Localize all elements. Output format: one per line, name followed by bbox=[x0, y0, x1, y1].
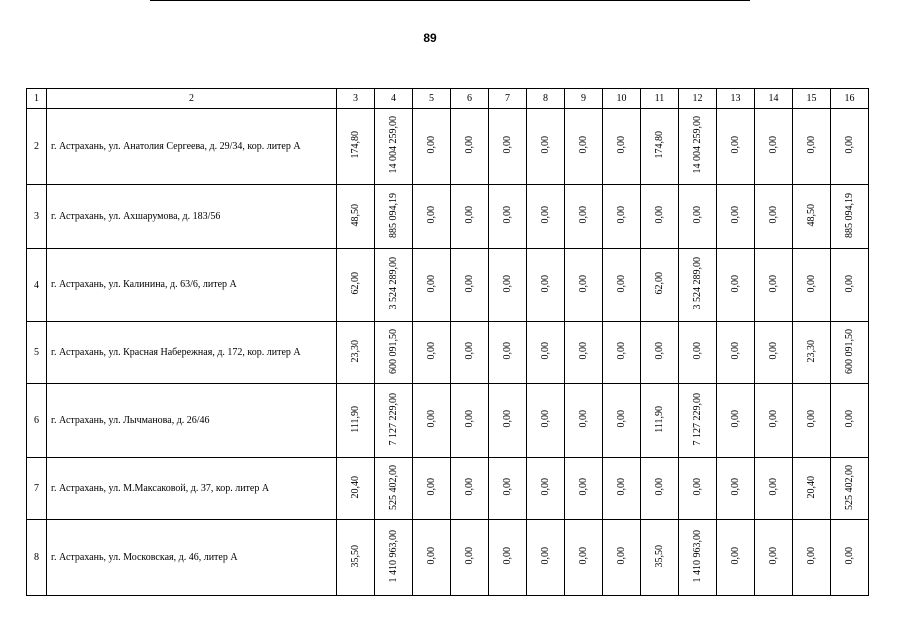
value-text: 0,00 bbox=[463, 547, 475, 565]
value-text: 0,00 bbox=[539, 547, 551, 565]
value-cell-col-13 bbox=[717, 384, 755, 458]
value-cell-col-9 bbox=[565, 520, 603, 596]
value-text: 525 402,00 bbox=[843, 464, 855, 510]
value-text: 0,00 bbox=[653, 478, 665, 496]
value-text: 0,00 bbox=[539, 478, 551, 496]
value-cell-col-10 bbox=[603, 458, 641, 520]
value-cell-col-6 bbox=[451, 185, 489, 249]
row-number: 5 bbox=[27, 322, 47, 384]
value-cell-col-3 bbox=[337, 458, 375, 520]
table-row bbox=[27, 185, 869, 249]
value-text: 0,00 bbox=[691, 206, 703, 224]
value-cell-col-5 bbox=[413, 109, 451, 185]
value-text: 0,00 bbox=[463, 274, 475, 293]
value-cell-col-14 bbox=[755, 520, 793, 596]
value-cell-col-15 bbox=[793, 109, 831, 185]
value-cell-col-7 bbox=[489, 109, 527, 185]
value-cell-col-12 bbox=[679, 322, 717, 384]
column-header-7: 7 bbox=[489, 89, 527, 109]
value-text: 0,00 bbox=[653, 206, 665, 224]
value-text: 0,00 bbox=[501, 206, 513, 224]
table-row bbox=[27, 458, 869, 520]
value-cell-col-11 bbox=[641, 520, 679, 596]
value-text: 0,00 bbox=[463, 342, 475, 360]
value-text: 0,00 bbox=[767, 478, 779, 496]
value-cell-col-16 bbox=[831, 249, 869, 322]
value-cell-col-7 bbox=[489, 249, 527, 322]
value-text: 525 402,00 bbox=[387, 464, 399, 510]
value-text: 0,00 bbox=[615, 547, 627, 565]
value-cell-col-14 bbox=[755, 109, 793, 185]
value-cell-col-14 bbox=[755, 384, 793, 458]
value-cell-col-3 bbox=[337, 384, 375, 458]
value-text: 0,00 bbox=[577, 274, 589, 293]
value-cell-col-5 bbox=[413, 458, 451, 520]
value-text: 0,00 bbox=[425, 274, 437, 293]
value-text: 885 094,19 bbox=[843, 192, 855, 238]
address-cell: г. Астрахань, ул. Московская, д. 46, литер А bbox=[47, 520, 337, 596]
value-text: 0,00 bbox=[539, 274, 551, 293]
value-text: 0,00 bbox=[577, 478, 589, 496]
value-cell-col-6 bbox=[451, 384, 489, 458]
address-cell: г. Астрахань, ул. Анатолия Сергеева, д. 29/34, кор. литер А bbox=[47, 109, 337, 185]
value-cell-col-7 bbox=[489, 185, 527, 249]
value-text: 0,00 bbox=[501, 410, 513, 428]
value-text: 0,00 bbox=[729, 478, 741, 496]
value-cell-col-3 bbox=[337, 249, 375, 322]
value-text: 35,50 bbox=[349, 544, 361, 568]
value-text: 0,00 bbox=[425, 136, 437, 154]
row-number: 3 bbox=[27, 185, 47, 249]
address-cell: г. Астрахань, ул. Ахшарумова, д. 183/56 bbox=[47, 185, 337, 249]
value-cell-col-10 bbox=[603, 520, 641, 596]
value-cell-col-3 bbox=[337, 185, 375, 249]
row-number: 4 bbox=[27, 249, 47, 322]
column-header-6: 6 bbox=[451, 89, 489, 109]
address-cell: г. Астрахань, ул. М.Максаковой, д. 37, кор. литер А bbox=[47, 458, 337, 520]
table-row bbox=[27, 384, 869, 458]
table-row bbox=[27, 520, 869, 596]
value-text: 600 091,50 bbox=[843, 328, 855, 374]
value-text: 0,00 bbox=[805, 547, 817, 565]
value-cell-col-14 bbox=[755, 249, 793, 322]
value-cell-col-9 bbox=[565, 249, 603, 322]
value-text: 0,00 bbox=[615, 478, 627, 496]
column-header-12: 12 bbox=[679, 89, 717, 109]
value-text: 48,50 bbox=[805, 203, 817, 227]
value-cell-col-8 bbox=[527, 520, 565, 596]
value-cell-col-10 bbox=[603, 322, 641, 384]
value-cell-col-12 bbox=[679, 185, 717, 249]
value-cell-col-8 bbox=[527, 185, 565, 249]
value-cell-col-6 bbox=[451, 322, 489, 384]
value-cell-col-12 bbox=[679, 384, 717, 458]
column-header-1: 1 bbox=[27, 89, 47, 109]
row-number: 6 bbox=[27, 384, 47, 458]
value-text: 0,00 bbox=[539, 410, 551, 428]
value-cell-col-6 bbox=[451, 109, 489, 185]
value-text: 0,00 bbox=[501, 136, 513, 154]
value-cell-col-11 bbox=[641, 384, 679, 458]
value-cell-col-15 bbox=[793, 384, 831, 458]
value-cell-col-16 bbox=[831, 384, 869, 458]
value-cell-col-4 bbox=[375, 185, 413, 249]
value-cell-col-16 bbox=[831, 458, 869, 520]
value-text: 0,00 bbox=[653, 342, 665, 360]
value-cell-col-15 bbox=[793, 458, 831, 520]
value-cell-col-6 bbox=[451, 249, 489, 322]
value-cell-col-9 bbox=[565, 109, 603, 185]
value-text: 0,00 bbox=[577, 410, 589, 428]
value-text: 1 410 963,00 bbox=[691, 529, 703, 583]
value-text: 0,00 bbox=[843, 274, 855, 293]
value-cell-col-14 bbox=[755, 322, 793, 384]
value-text: 0,00 bbox=[615, 274, 627, 293]
value-text: 62,00 bbox=[653, 272, 665, 295]
column-header-14: 14 bbox=[755, 89, 793, 109]
value-cell-col-8 bbox=[527, 109, 565, 185]
value-text: 0,00 bbox=[729, 274, 741, 293]
value-cell-col-11 bbox=[641, 322, 679, 384]
value-cell-col-15 bbox=[793, 520, 831, 596]
value-cell-col-8 bbox=[527, 384, 565, 458]
value-cell-col-4 bbox=[375, 520, 413, 596]
value-cell-col-13 bbox=[717, 249, 755, 322]
column-header-5: 5 bbox=[413, 89, 451, 109]
value-text: 0,00 bbox=[805, 274, 817, 293]
value-text: 0,00 bbox=[577, 136, 589, 154]
value-cell-col-9 bbox=[565, 458, 603, 520]
value-cell-col-16 bbox=[831, 520, 869, 596]
value-cell-col-4 bbox=[375, 322, 413, 384]
value-cell-col-10 bbox=[603, 185, 641, 249]
value-cell-col-8 bbox=[527, 322, 565, 384]
value-cell-col-4 bbox=[375, 249, 413, 322]
value-text: 0,00 bbox=[729, 547, 741, 565]
value-text: 0,00 bbox=[843, 136, 855, 154]
value-cell-col-7 bbox=[489, 520, 527, 596]
value-text: 0,00 bbox=[425, 547, 437, 565]
value-text: 0,00 bbox=[539, 206, 551, 224]
value-cell-col-15 bbox=[793, 185, 831, 249]
value-text: 0,00 bbox=[539, 136, 551, 154]
value-text: 0,00 bbox=[805, 410, 817, 428]
value-text: 0,00 bbox=[615, 136, 627, 154]
value-text: 0,00 bbox=[615, 342, 627, 360]
value-text: 174,80 bbox=[653, 131, 665, 159]
value-text: 0,00 bbox=[729, 136, 741, 154]
value-cell-col-15 bbox=[793, 249, 831, 322]
value-text: 0,00 bbox=[463, 410, 475, 428]
top-rule bbox=[150, 0, 750, 1]
column-header-8: 8 bbox=[527, 89, 565, 109]
value-text: 0,00 bbox=[425, 410, 437, 428]
value-text: 0,00 bbox=[767, 206, 779, 224]
value-cell-col-10 bbox=[603, 249, 641, 322]
value-text: 62,00 bbox=[349, 272, 361, 295]
value-text: 885 094,19 bbox=[387, 192, 399, 238]
value-cell-col-11 bbox=[641, 249, 679, 322]
address-cell: г. Астрахань, ул. Лычманова, д. 26/46 bbox=[47, 384, 337, 458]
column-header-11: 11 bbox=[641, 89, 679, 109]
value-cell-col-7 bbox=[489, 458, 527, 520]
column-header-16: 16 bbox=[831, 89, 869, 109]
column-header-9: 9 bbox=[565, 89, 603, 109]
address-cell: г. Астрахань, ул. Калинина, д. 63/6, литер А bbox=[47, 249, 337, 322]
value-text: 20,40 bbox=[349, 475, 361, 499]
value-cell-col-10 bbox=[603, 384, 641, 458]
value-cell-col-13 bbox=[717, 185, 755, 249]
value-cell-col-16 bbox=[831, 185, 869, 249]
value-cell-col-9 bbox=[565, 384, 603, 458]
value-text: 174,80 bbox=[349, 131, 361, 159]
value-text: 1 410 963,00 bbox=[387, 529, 399, 583]
value-cell-col-3 bbox=[337, 520, 375, 596]
value-text: 0,00 bbox=[805, 136, 817, 154]
value-text: 3 524 289,00 bbox=[691, 257, 703, 310]
value-text: 0,00 bbox=[843, 547, 855, 565]
value-text: 0,00 bbox=[577, 342, 589, 360]
column-header-4: 4 bbox=[375, 89, 413, 109]
value-text: 0,00 bbox=[463, 136, 475, 154]
value-cell-col-5 bbox=[413, 249, 451, 322]
value-text: 0,00 bbox=[729, 206, 741, 224]
value-text: 0,00 bbox=[501, 274, 513, 293]
value-cell-col-12 bbox=[679, 249, 717, 322]
value-text: 0,00 bbox=[767, 410, 779, 428]
value-text: 0,00 bbox=[425, 478, 437, 496]
value-cell-col-12 bbox=[679, 109, 717, 185]
value-cell-col-11 bbox=[641, 109, 679, 185]
address-cell: г. Астрахань, ул. Красная Набережная, д. 172, кор. литер А bbox=[47, 322, 337, 384]
value-text: 3 524 289,00 bbox=[387, 257, 399, 310]
value-text: 0,00 bbox=[729, 410, 741, 428]
table-body bbox=[27, 109, 869, 596]
value-cell-col-16 bbox=[831, 322, 869, 384]
value-cell-col-14 bbox=[755, 458, 793, 520]
value-text: 0,00 bbox=[615, 410, 627, 428]
value-cell-col-6 bbox=[451, 520, 489, 596]
value-text: 0,00 bbox=[463, 206, 475, 224]
value-text: 0,00 bbox=[767, 547, 779, 565]
value-cell-col-15 bbox=[793, 322, 831, 384]
column-header-10: 10 bbox=[603, 89, 641, 109]
value-text: 0,00 bbox=[577, 547, 589, 565]
value-cell-col-3 bbox=[337, 322, 375, 384]
value-text: 111,90 bbox=[653, 405, 665, 433]
value-text: 20,40 bbox=[805, 475, 817, 499]
column-header-13: 13 bbox=[717, 89, 755, 109]
value-text: 48,50 bbox=[349, 203, 361, 227]
value-cell-col-11 bbox=[641, 458, 679, 520]
value-cell-col-4 bbox=[375, 458, 413, 520]
register-table bbox=[26, 88, 869, 596]
table-row bbox=[27, 249, 869, 322]
value-cell-col-8 bbox=[527, 249, 565, 322]
value-cell-col-12 bbox=[679, 520, 717, 596]
value-text: 0,00 bbox=[691, 342, 703, 360]
value-cell-col-4 bbox=[375, 109, 413, 185]
value-cell-col-13 bbox=[717, 322, 755, 384]
value-text: 7 127 229,00 bbox=[387, 392, 399, 446]
value-cell-col-12 bbox=[679, 458, 717, 520]
page-number: 89 bbox=[423, 31, 437, 45]
value-text: 0,00 bbox=[767, 274, 779, 293]
value-cell-col-3 bbox=[337, 109, 375, 185]
value-cell-col-9 bbox=[565, 322, 603, 384]
value-cell-col-5 bbox=[413, 185, 451, 249]
value-cell-col-8 bbox=[527, 458, 565, 520]
value-text: 0,00 bbox=[767, 342, 779, 360]
value-cell-col-11 bbox=[641, 185, 679, 249]
value-text: 600 091,50 bbox=[387, 328, 399, 374]
value-text: 14 004 259,00 bbox=[691, 116, 703, 174]
column-header-3: 3 bbox=[337, 89, 375, 109]
value-cell-col-14 bbox=[755, 185, 793, 249]
value-text: 0,00 bbox=[691, 478, 703, 496]
value-cell-col-13 bbox=[717, 458, 755, 520]
value-cell-col-5 bbox=[413, 322, 451, 384]
value-text: 0,00 bbox=[501, 342, 513, 360]
value-text: 23,30 bbox=[349, 339, 361, 363]
value-text: 0,00 bbox=[615, 206, 627, 224]
value-text: 14 004 259,00 bbox=[387, 116, 399, 174]
value-text: 0,00 bbox=[425, 342, 437, 360]
value-cell-col-4 bbox=[375, 384, 413, 458]
value-text: 0,00 bbox=[577, 206, 589, 224]
value-text: 35,50 bbox=[653, 544, 665, 568]
value-text: 0,00 bbox=[425, 206, 437, 224]
column-header-2: 2 bbox=[47, 89, 337, 109]
value-cell-col-16 bbox=[831, 109, 869, 185]
value-cell-col-7 bbox=[489, 322, 527, 384]
column-header-15: 15 bbox=[793, 89, 831, 109]
value-text: 0,00 bbox=[463, 478, 475, 496]
value-cell-col-13 bbox=[717, 520, 755, 596]
row-number: 7 bbox=[27, 458, 47, 520]
value-text: 111,90 bbox=[349, 405, 361, 433]
value-text: 0,00 bbox=[767, 136, 779, 154]
row-number: 8 bbox=[27, 520, 47, 596]
value-text: 7 127 229,00 bbox=[691, 392, 703, 446]
table-row bbox=[27, 109, 869, 185]
value-text: 0,00 bbox=[501, 478, 513, 496]
value-cell-col-6 bbox=[451, 458, 489, 520]
header-row bbox=[27, 89, 869, 109]
value-cell-col-10 bbox=[603, 109, 641, 185]
value-cell-col-13 bbox=[717, 109, 755, 185]
value-text: 0,00 bbox=[843, 410, 855, 428]
table-row bbox=[27, 322, 869, 384]
value-cell-col-9 bbox=[565, 185, 603, 249]
row-number: 2 bbox=[27, 109, 47, 185]
value-text: 0,00 bbox=[501, 547, 513, 565]
value-text: 0,00 bbox=[539, 342, 551, 360]
value-cell-col-7 bbox=[489, 384, 527, 458]
value-text: 0,00 bbox=[729, 342, 741, 360]
value-cell-col-5 bbox=[413, 384, 451, 458]
value-text: 23,30 bbox=[805, 339, 817, 363]
value-cell-col-5 bbox=[413, 520, 451, 596]
